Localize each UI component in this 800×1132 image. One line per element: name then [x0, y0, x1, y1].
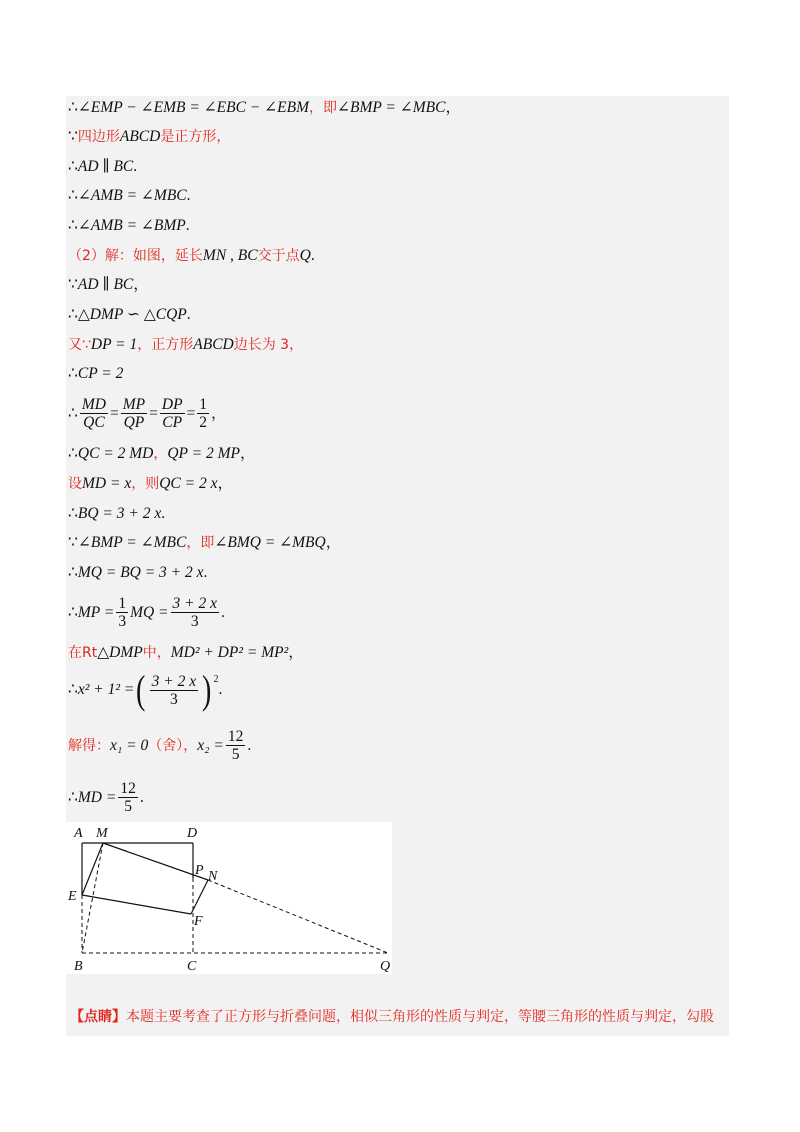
punct: ， [217, 475, 233, 492]
label-P: P [195, 863, 204, 878]
therefore-symbol: ∴ [68, 681, 78, 698]
text: 边长为 3， [233, 337, 304, 353]
fraction: $\frac{3 + 2 x}{3}$ [151, 672, 197, 708]
line-13 [68, 474, 233, 494]
because-symbol: ∵ [68, 534, 78, 551]
math-expr: ∠AMB = ∠BMP [77, 217, 186, 234]
line-12 [68, 444, 255, 464]
punct: . [310, 247, 315, 264]
line-5 [68, 216, 190, 236]
math-expr: CP = 2 [77, 365, 124, 382]
line-10 [68, 364, 123, 384]
text: ， [153, 446, 168, 462]
geometry-diagram [66, 822, 392, 974]
text: ，则 [131, 476, 160, 492]
therefore-symbol: ∴ [68, 99, 78, 116]
therefore-symbol: ∴ [68, 187, 78, 204]
math-expr: ∠EMP − ∠EMB = ∠EBC − ∠EBM [77, 99, 309, 116]
punct: . [161, 505, 166, 522]
math-expr: DP = 1 [90, 336, 138, 353]
label-C: C [187, 959, 197, 974]
punct: . [247, 736, 252, 754]
label-N: N [208, 869, 218, 884]
text: ，即 [186, 535, 215, 551]
fraction: $\frac{12}{5}$ [120, 780, 136, 815]
line-6 [68, 246, 315, 266]
math-expr: x₂ = [197, 736, 224, 754]
math-expr: MD² + DP² = MP² [170, 644, 289, 661]
because-symbol: ∵ [68, 276, 78, 293]
math-expr: ABCD [119, 128, 161, 145]
label-B: B [74, 959, 83, 974]
math-expr: BQ = 3 + 2 x [77, 505, 162, 522]
line-2 [68, 127, 230, 147]
therefore-symbol: ∴ [68, 505, 78, 522]
math-expr: ∠BMQ = ∠MBQ [214, 534, 326, 551]
line-21 [68, 780, 144, 815]
line-14 [68, 504, 165, 524]
label-D: D [187, 826, 198, 841]
text: 在Rt [68, 645, 98, 661]
math-expr: MD = x [82, 475, 132, 492]
math-expr: MP = [77, 603, 115, 621]
line-9 [68, 335, 303, 355]
label-Q: Q [380, 959, 391, 974]
fraction: $\frac{MD}{QC}$ [81, 396, 106, 431]
math-expr: QC = 2 x [159, 475, 218, 492]
line-20 [68, 728, 251, 763]
text: 中， [142, 645, 171, 661]
text: 设 [68, 476, 82, 492]
math-expr: ∠BMP = ∠MBC [77, 534, 187, 551]
math-expr: QP = 2 MP [167, 445, 240, 462]
line-4 [68, 186, 191, 206]
math-expr: x² + 1² = [77, 681, 135, 698]
punct: ， [133, 276, 149, 293]
line-7 [68, 275, 149, 295]
text: ，正方形 [137, 337, 194, 353]
therefore-symbol: ∴ [68, 564, 78, 581]
text: 又∵ [68, 337, 91, 353]
line-8 [68, 305, 191, 325]
line-3 [68, 157, 137, 177]
fraction: $\frac{1}{2}$ [199, 396, 208, 431]
therefore-symbol: ∴ [68, 445, 78, 462]
text: 是正方形， [160, 129, 231, 145]
left-paren: ( [136, 667, 146, 712]
fraction: $\frac{3 + 2 x}{3}$ [172, 595, 217, 630]
therefore-symbol: ∴ [68, 788, 78, 806]
therefore-symbol: ∴ [68, 158, 78, 175]
text: （2）解：如图，延长 [68, 248, 203, 264]
math-expr: ∠BMP = ∠MBC [337, 99, 446, 116]
key-point-note [70, 1006, 714, 1026]
math-expr: Q [299, 247, 311, 264]
punct: . [139, 788, 144, 806]
math-expr: MN , BC [202, 247, 258, 264]
therefore-symbol: ∴ [68, 306, 78, 323]
therefore-symbol: ∴ [68, 404, 78, 422]
math-expr: MD = [77, 788, 117, 806]
math-expr: △DMP [97, 644, 143, 661]
math-expr: MQ = BQ = 3 + 2 x [77, 564, 204, 581]
punct: ， [445, 99, 461, 116]
punct: . [218, 681, 223, 698]
punct: . [185, 217, 190, 234]
fraction: $\frac{MP}{QP}$ [122, 396, 146, 431]
fraction: $\frac{1}{3}$ [118, 595, 127, 630]
punct: . [203, 564, 208, 581]
text: 四边形 [77, 129, 120, 145]
math-expr: MQ = [130, 603, 169, 621]
punct: . [186, 306, 191, 323]
math-expr: ABCD [193, 336, 234, 353]
therefore-symbol: ∴ [68, 217, 78, 234]
punct: ， [211, 404, 227, 422]
math-expr: △DMP ∽ △CQP [77, 306, 187, 323]
math-expr: x₁ = 0 [110, 736, 149, 754]
math-expr: ∠AMB = ∠MBC [77, 187, 187, 204]
text: （舍）， [148, 737, 198, 754]
line-1 [68, 98, 461, 118]
line-19 [68, 667, 223, 712]
line-16 [68, 563, 207, 583]
punct: ， [239, 445, 256, 462]
punct: . [133, 158, 138, 175]
label-M: M [96, 826, 108, 841]
line-15 [68, 533, 341, 553]
punct: . [220, 603, 225, 621]
line-18 [68, 643, 304, 663]
label-E: E [68, 889, 77, 904]
text: 解得： [68, 737, 110, 754]
exponent: 2 [213, 674, 219, 685]
label-F: F [194, 914, 203, 929]
math-expr: AD ∥ BC [77, 276, 134, 293]
text: 交于点 [257, 248, 300, 264]
fraction: $\frac{12}{5}$ [227, 728, 244, 763]
note-text: 本题主要考查了正方形与折叠问题，相似三角形的性质与判定，等腰三角形的性质与判定，勾股 [126, 1009, 714, 1025]
label-A: A [74, 826, 83, 841]
line-17 [68, 595, 225, 630]
punct: ， [325, 534, 342, 551]
punct: . [186, 187, 191, 204]
line-11: ∴ $\frac{MD}{QC}$ = $\frac{MP}{QP}$ = $\frac{DP}{CP}$ = $\frac{1}{2}$ ， [68, 396, 227, 431]
note-tag: 【点睛】 [70, 1009, 126, 1025]
therefore-symbol: ∴ [68, 365, 78, 382]
because-symbol: ∵ [68, 128, 78, 145]
text: ，即 [309, 100, 337, 116]
math-expr: AD ∥ BC [77, 158, 134, 175]
fraction: $\frac{DP}{CP}$ [161, 396, 183, 431]
therefore-symbol: ∴ [68, 603, 78, 621]
math-expr: QC = 2 MD [77, 445, 154, 462]
right-paren: ) [202, 667, 212, 712]
punct: ， [288, 644, 304, 661]
